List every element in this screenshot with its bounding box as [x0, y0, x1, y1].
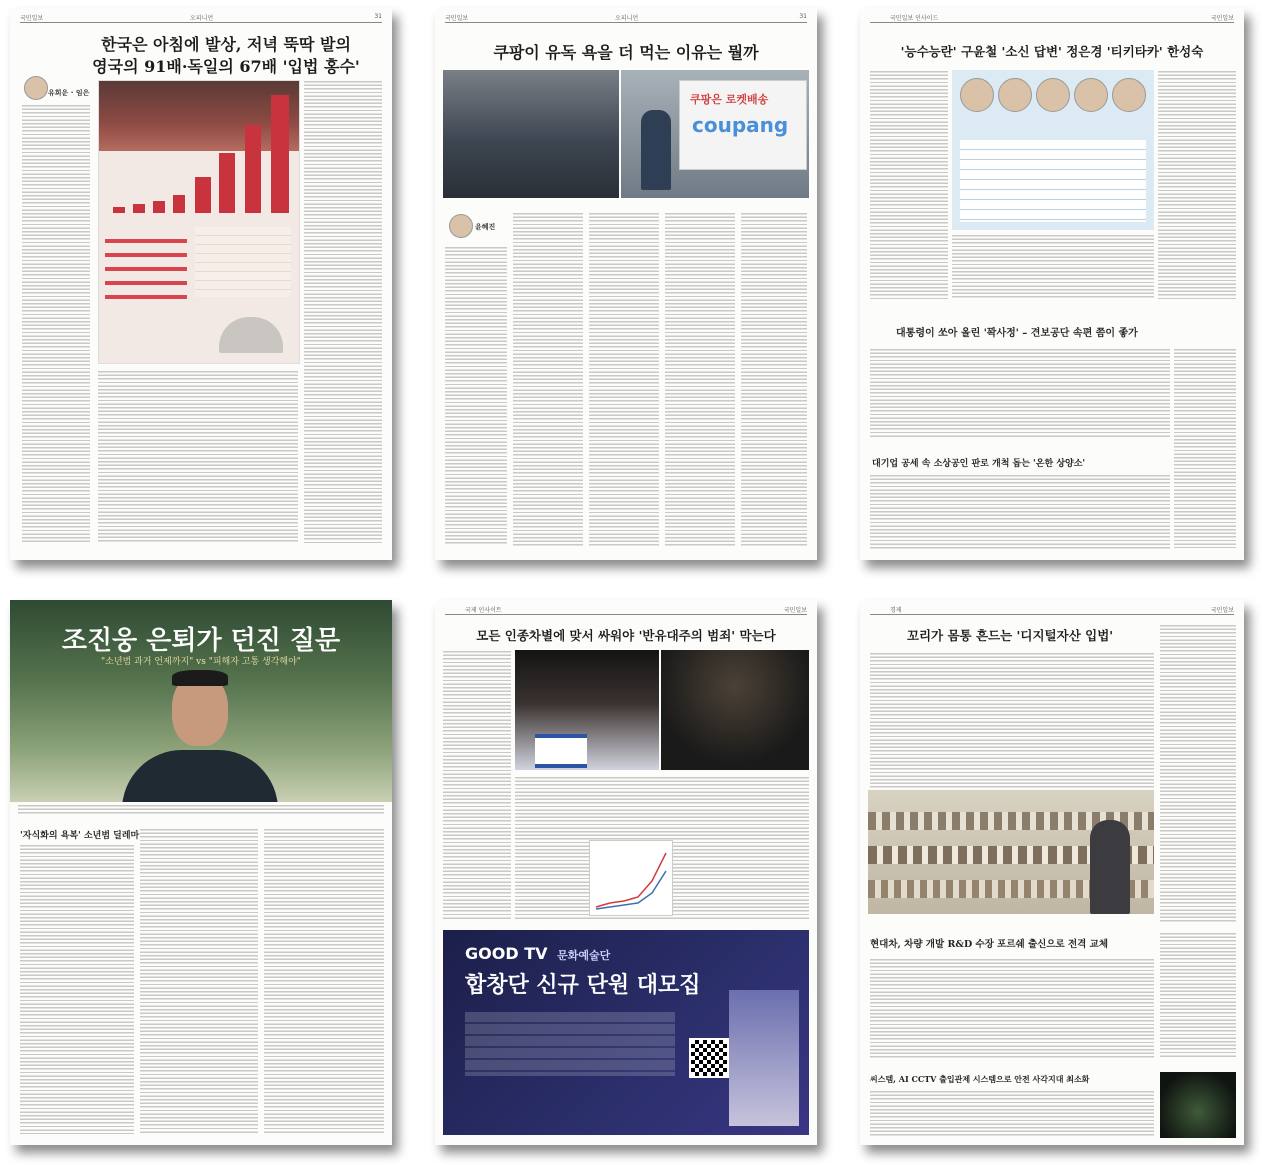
side-column	[1174, 348, 1236, 548]
bottom-headline: 대기업 공세 속 소상공인 판로 개척 돕는 '온한 상양소'	[872, 459, 1086, 469]
hearing-photo	[443, 70, 619, 198]
ad-choir-photo	[729, 990, 799, 1126]
ministers-infographic	[952, 70, 1154, 230]
bottom-article-body	[870, 1090, 1154, 1138]
israeli-flag	[535, 734, 587, 768]
article-col-left	[870, 70, 948, 300]
page-header	[445, 604, 807, 615]
newspaper-page-5	[435, 600, 817, 1145]
bar-4	[173, 195, 185, 213]
page-header	[20, 12, 382, 23]
pottery-shelf-photo	[868, 790, 1154, 914]
truck-brand-logo: coupang	[692, 113, 789, 137]
headline: 쿠팡이 유독 욕을 더 먹는 이유는 뭘까	[493, 43, 759, 62]
actor-hair	[172, 670, 228, 686]
article-col-3	[589, 212, 659, 546]
bar-3	[153, 201, 165, 213]
ad-brand	[465, 944, 610, 963]
newspaper-page-6	[860, 600, 1244, 1145]
header-right: 31	[374, 13, 382, 20]
headline: 꼬리가 몸통 흔드는 '디지털자산 입법'	[906, 628, 1114, 643]
page-header	[870, 604, 1234, 615]
bar-1	[113, 207, 125, 213]
header-left: 국민일보 인사이드	[890, 15, 939, 22]
article-col-3	[264, 828, 384, 1134]
bar-2	[133, 204, 145, 213]
mid-headline: 현대차, 차량 개발 R&D 수장 포르쉐 출신으로 전격 교체	[870, 939, 1109, 950]
article-column-left	[22, 104, 90, 544]
headline: 조진웅 은퇴가 던진 질문	[61, 626, 341, 656]
article-col-2	[140, 828, 258, 1134]
truck-body	[679, 80, 807, 170]
delivery-worker	[641, 110, 671, 190]
country-bars	[105, 233, 187, 303]
ad-brand-name: GOOD TV	[465, 944, 548, 963]
ad-qr-code	[689, 1038, 729, 1078]
comparison-table	[195, 227, 291, 297]
section-title: '자식화의 욕복' 소년범 딜레마	[20, 831, 140, 841]
article-col-2	[513, 212, 583, 546]
bottom-headline: 씨스템, AI CCTV 출입관제 시스템으로 안전 사각지대 최소화	[870, 1074, 1090, 1084]
headline-line1: 한국은 아침에 발상, 저녁 뚝딱 발의	[101, 35, 351, 54]
page-header	[445, 12, 807, 23]
columnist-avatar	[24, 76, 48, 100]
visitor-figure	[1090, 820, 1130, 914]
ad-headline: 합창단 신규 단원 대모집	[465, 973, 701, 998]
newspaper-page-3	[860, 8, 1244, 560]
header-right: 31	[799, 13, 807, 20]
cctv-night-photo	[1160, 1072, 1236, 1138]
header-left: 국민일보	[445, 15, 469, 22]
header-left: 국제 인사이트	[465, 607, 502, 614]
article-col-1	[20, 844, 134, 1134]
minister-portrait-4	[1074, 78, 1108, 112]
article-col-1	[445, 246, 507, 546]
article-column-right	[304, 80, 382, 544]
sub-article-body	[870, 348, 1170, 438]
ad-schedule-table	[465, 1012, 675, 1076]
mid-article-body	[870, 958, 1154, 1058]
header-left: 국민일보	[20, 15, 44, 22]
minister-portrait-5	[1112, 78, 1146, 112]
ad-brand-sub: 문화예술단	[557, 949, 611, 962]
memorial-photo	[515, 650, 659, 770]
header-center: 오피니언	[615, 15, 639, 22]
bottom-article-body	[870, 474, 1170, 550]
infographic-parliament-bills	[98, 80, 300, 364]
coupang-truck-photo	[621, 70, 809, 198]
bar-5	[195, 177, 211, 213]
header-right: 국민일보	[1210, 607, 1234, 614]
bar-6	[219, 153, 235, 213]
bar-8	[271, 95, 289, 213]
minister-portrait-3	[1036, 78, 1070, 112]
article-col-5	[741, 212, 807, 546]
page-header	[870, 12, 1234, 23]
article-col-4	[665, 212, 735, 546]
side-column-lower	[1160, 932, 1236, 1058]
headline: 모든 인종차별에 맞서 싸워야 '반유대주의 범죄' 막는다	[476, 628, 776, 643]
ministers-table	[960, 140, 1146, 222]
header-right: 국민일보	[1210, 15, 1234, 22]
headline-line2: 영국의 91배·독일의 67배 '입법 홍수'	[92, 57, 360, 76]
columnist-avatar	[449, 214, 473, 238]
vigil-photo	[661, 650, 809, 770]
assembly-building-illustration	[219, 317, 283, 353]
assembly-hall-photo	[99, 81, 299, 151]
bar-7	[245, 125, 261, 213]
article-body-mid	[952, 234, 1154, 300]
columnist-byline: 윤혜진	[475, 223, 496, 231]
minister-portrait-1	[960, 78, 994, 112]
article-body-top	[870, 652, 1154, 788]
truck-label: 쿠팡은 로켓배송	[690, 93, 769, 106]
columnist-byline: 유희운 · 임은	[48, 89, 90, 97]
subline: "소년범 과거 언제까지" vs "피해자 고통 생각해야"	[101, 657, 301, 667]
actor-body	[122, 750, 278, 802]
headline: '능수능란' 구윤철 '소신 답변' 정은경 '티키타카' 한성숙	[900, 44, 1204, 59]
header-right: 국민일보	[783, 607, 807, 614]
header-center: 오피니언	[190, 15, 214, 22]
newspaper-page-2	[435, 8, 817, 560]
header-left: 경제	[890, 607, 902, 614]
sub-headline: 대통령이 쏘아 올린 '꽉사정' – 견보공단 속편 쯤이 좋가	[896, 328, 1138, 339]
side-column	[1160, 624, 1236, 924]
choir-advertisement	[443, 930, 809, 1135]
article-col-right	[1158, 70, 1236, 300]
newspaper-page-4	[10, 600, 392, 1145]
photo-caption	[18, 804, 384, 816]
trend-chart	[589, 840, 673, 916]
trend-lines	[590, 841, 672, 915]
article-col-left	[443, 650, 511, 920]
newspaper-page-1	[10, 8, 392, 560]
article-body-bottom	[98, 370, 298, 544]
minister-portrait-2	[998, 78, 1032, 112]
